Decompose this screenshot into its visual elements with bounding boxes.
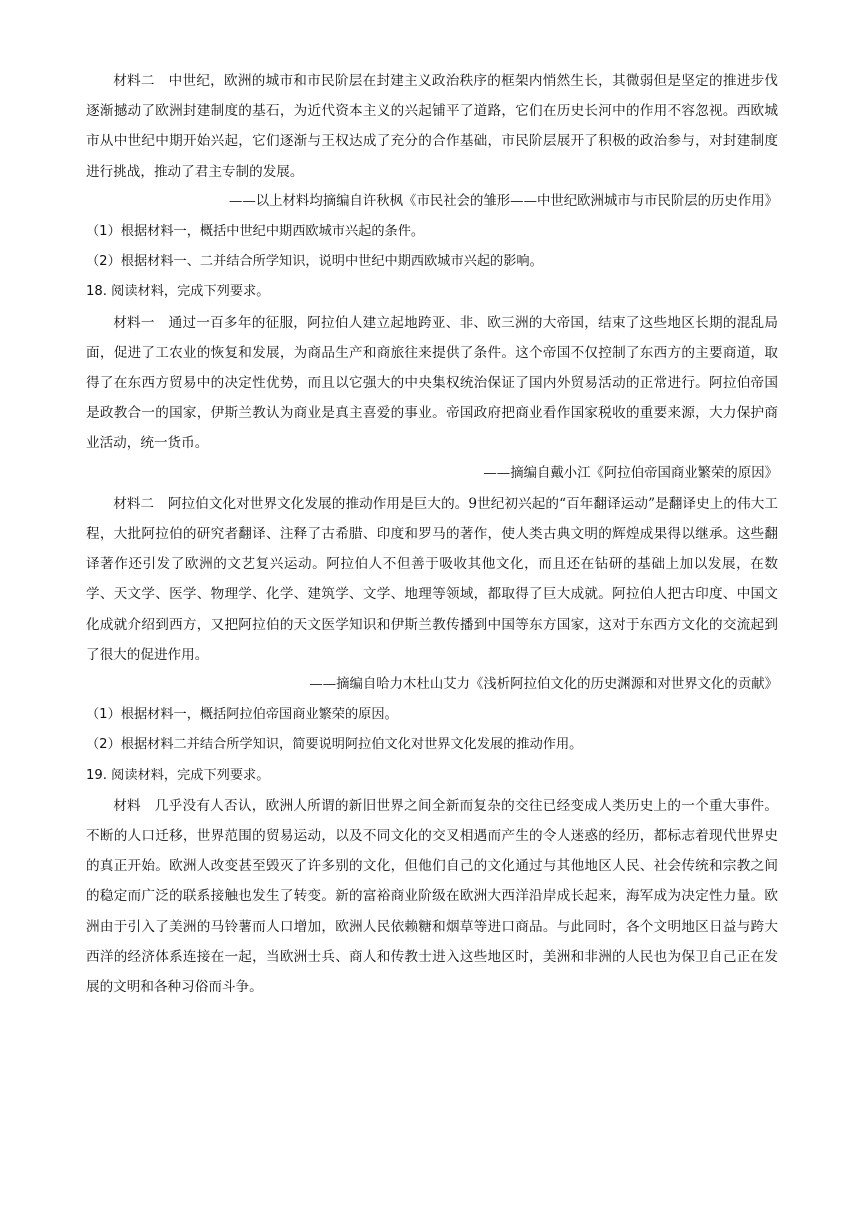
- q19-material: 材料 几乎没有人否认，欧洲人所谓的新旧世界之间全新而复杂的交往已经变成人类历史上的一个重大事件。不断的人口迁移，世界范围的贸易运动，以及不同文化的交叉相遇而产生的令人迷惑的经历，都标志着现代世界史的真正开始。欧洲人改变甚至毁灭了许多别的文化，但他们自己的文化通过与其他地区人民、社会传统和宗教之间的稳定而广泛的联系接触也发生了转变。新的富裕商业阶级在欧洲大西洋沿岸成长起来，海军成为决定性力量。欧洲由于引入了美洲的马铃薯而人口增加，欧洲人民依赖糖和烟草等进口商品。与此同时，各个文明地区日益与跨大西洋的经济体系连接在一起，当欧洲士兵、商人和传教士进入这些地区时，美洲和非洲的人民也为保卫自己正在发展的文明和各种习俗而斗争。: [86, 797, 778, 996]
- q18-material-1: 材料一 通过一百多年的征服，阿拉伯人建立起地跨亚、非、欧三洲的大帝国，结束了这些地区长期的混乱局面，促进了工农业的恢复和发展，为商品生产和商旅往来提供了条件。这个帝国不仅控制了东西方的主要商道，取得了在东西方贸易中的决定性优势，而且以它强大的中央集权统治保证了国内外贸易活动的正常进行。阿拉伯帝国是政教合一的国家，伊斯兰教认为商业是真主喜爱的事业。帝国政府把商业看作国家税收的重要来源，大力保护商业活动，统一货币。: [86, 314, 778, 452]
- exam-page: [86, 66, 778, 1002]
- q17-subquestion-2: （2）根据材料一、二并结合所学知识，说明中世纪中期西欧城市兴起的影响。: [86, 254, 543, 270]
- q17-source-citation: ——以上材料均摘编自许秋枫《市民社会的雏形——中世纪欧洲城市与市民阶层的历史作用》: [228, 193, 778, 209]
- q18-material-2: 材料二 阿拉伯文化对世界文化发展的推动作用是巨大的。9世纪初兴起的“百年翻译运动”是翻译史上的伟大工程，大批阿拉伯的研究者翻译、注释了古希腊、印度和罗马的著作，使人类古典文明的辉煌成果得以继承。这些翻译著作还引发了欧洲的文艺复兴运动。阿拉伯人不但善于吸收其他文化，而且还在钻研的基础上加以发展，在数学、天文学、医学、物理学、化学、建筑学、文学、地理等领域，都取得了巨大成就。阿拉伯人把古印度、中国文化成就介绍到西方，又把阿拉伯的天文医学知识和伊斯兰教传播到中国等东方国家，这对于东西方文化的交流起到了很大的促进作用。: [86, 495, 778, 663]
- q18-subquestion-1: （1）根据材料一，概括阿拉伯帝国商业繁荣的原因。: [86, 707, 398, 723]
- q17-material-2: 材料二 中世纪，欧洲的城市和市民阶层在封建主义政治秩序的框架内悄然生长，其微弱但是坚定的推进步伐逐渐撼动了欧洲封建制度的基石，为近代资本主义的兴起铺平了道路，它们在历史长河中的作用不容忽视。西欧城市从中世纪中期开始兴起，它们逐渐与王权达成了充分的合作基础，市民阶层展开了积极的政治参与，对封建制度进行挑战，推动了君主专制的发展。: [86, 73, 778, 180]
- q18-heading: 18. 阅读材料，完成下列要求。: [86, 284, 270, 300]
- q19-heading: 19. 阅读材料，完成下列要求。: [86, 767, 270, 783]
- q17-subquestion-1: （1）根据材料一，概括中世纪中期西欧城市兴起的条件。: [86, 224, 425, 240]
- q18-source-2: ——摘编自哈力木杜山艾力《浅析阿拉伯文化的历史渊源和对世界文化的贡献》: [309, 677, 778, 693]
- q18-source-1: ——摘编自戴小江《阿拉伯帝国商业繁荣的原因》: [483, 465, 778, 481]
- q18-subquestion-2: （2）根据材料二并结合所学知识，简要说明阿拉伯文化对世界文化发展的推动作用。: [86, 737, 583, 753]
